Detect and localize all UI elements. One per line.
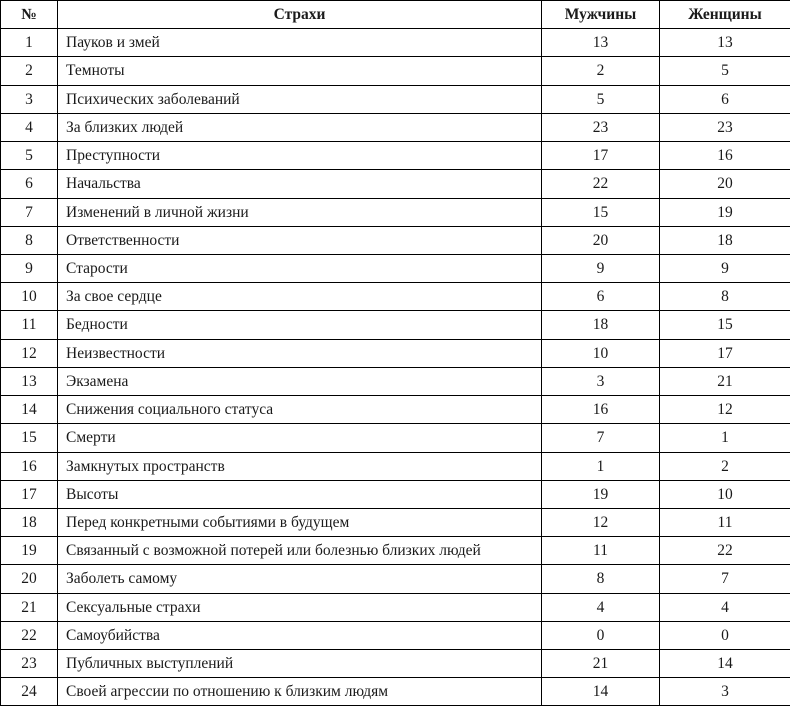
women-rank-cell: 12 [660, 396, 790, 424]
header-women: Женщины [660, 1, 790, 29]
women-rank-cell: 19 [660, 198, 790, 226]
table-row [1, 367, 790, 395]
header-men: Мужчины [542, 1, 660, 29]
women-rank-cell: 0 [660, 621, 790, 649]
table-row [1, 537, 790, 565]
header-fears: Страхи [58, 1, 542, 29]
table-row [1, 283, 790, 311]
table-row [1, 113, 790, 141]
table-row [1, 678, 790, 706]
men-rank-cell: 1 [542, 452, 660, 480]
men-rank-cell: 9 [542, 254, 660, 282]
table-row [1, 565, 790, 593]
men-rank-cell: 21 [542, 650, 660, 678]
men-rank-cell: 0 [542, 621, 660, 649]
fear-name-cell: За свое сердце [58, 283, 542, 311]
men-rank-cell: 13 [542, 29, 660, 57]
row-number-cell: 13 [1, 367, 58, 395]
table-row [1, 311, 790, 339]
women-rank-cell: 18 [660, 226, 790, 254]
row-number-cell: 11 [1, 311, 58, 339]
women-rank-cell: 16 [660, 142, 790, 170]
men-rank-cell: 3 [542, 367, 660, 395]
women-rank-cell: 3 [660, 678, 790, 706]
men-rank-cell: 7 [542, 424, 660, 452]
row-number-cell: 2 [1, 57, 58, 85]
women-rank-cell: 22 [660, 537, 790, 565]
row-number-cell: 19 [1, 537, 58, 565]
fear-name-cell: Бедности [58, 311, 542, 339]
men-rank-cell: 10 [542, 339, 660, 367]
row-number-cell: 7 [1, 198, 58, 226]
table-row [1, 254, 790, 282]
table-row [1, 226, 790, 254]
row-number-cell: 16 [1, 452, 58, 480]
fear-name-cell: Заболеть самому [58, 565, 542, 593]
row-number-cell: 23 [1, 650, 58, 678]
table-row [1, 170, 790, 198]
row-number-cell: 20 [1, 565, 58, 593]
fear-name-cell: Преступности [58, 142, 542, 170]
men-rank-cell: 5 [542, 85, 660, 113]
women-rank-cell: 2 [660, 452, 790, 480]
women-rank-cell: 9 [660, 254, 790, 282]
fear-name-cell: Темноты [58, 57, 542, 85]
women-rank-cell: 5 [660, 57, 790, 85]
row-number-cell: 10 [1, 283, 58, 311]
table-body [1, 29, 790, 706]
men-rank-cell: 6 [542, 283, 660, 311]
women-rank-cell: 1 [660, 424, 790, 452]
fear-name-cell: Смерти [58, 424, 542, 452]
men-rank-cell: 16 [542, 396, 660, 424]
row-number-cell: 6 [1, 170, 58, 198]
fear-name-cell: Неизвестности [58, 339, 542, 367]
women-rank-cell: 17 [660, 339, 790, 367]
women-rank-cell: 4 [660, 593, 790, 621]
row-number-cell: 8 [1, 226, 58, 254]
row-number-cell: 22 [1, 621, 58, 649]
women-rank-cell: 14 [660, 650, 790, 678]
table-row [1, 396, 790, 424]
table-row [1, 650, 790, 678]
row-number-cell: 18 [1, 508, 58, 536]
men-rank-cell: 8 [542, 565, 660, 593]
fear-name-cell: Сексуальные страхи [58, 593, 542, 621]
fear-name-cell: Замкнутых пространств [58, 452, 542, 480]
row-number-cell: 3 [1, 85, 58, 113]
fear-name-cell: Начальства [58, 170, 542, 198]
row-number-cell: 14 [1, 396, 58, 424]
table-row [1, 339, 790, 367]
fear-name-cell: Старости [58, 254, 542, 282]
fear-name-cell: Снижения социального статуса [58, 396, 542, 424]
men-rank-cell: 18 [542, 311, 660, 339]
fear-name-cell: За близких людей [58, 113, 542, 141]
row-number-cell: 12 [1, 339, 58, 367]
table-row [1, 621, 790, 649]
table-header [1, 1, 790, 29]
men-rank-cell: 23 [542, 113, 660, 141]
men-rank-cell: 11 [542, 537, 660, 565]
men-rank-cell: 17 [542, 142, 660, 170]
men-rank-cell: 15 [542, 198, 660, 226]
women-rank-cell: 13 [660, 29, 790, 57]
row-number-cell: 4 [1, 113, 58, 141]
women-rank-cell: 21 [660, 367, 790, 395]
men-rank-cell: 12 [542, 508, 660, 536]
women-rank-cell: 15 [660, 311, 790, 339]
fear-name-cell: Перед конкретными событиями в будущем [58, 508, 542, 536]
table-row [1, 593, 790, 621]
table-row [1, 508, 790, 536]
row-number-cell: 5 [1, 142, 58, 170]
men-rank-cell: 4 [542, 593, 660, 621]
header-number: № [1, 1, 58, 29]
women-rank-cell: 6 [660, 85, 790, 113]
table-row [1, 480, 790, 508]
women-rank-cell: 10 [660, 480, 790, 508]
fear-name-cell: Самоубийства [58, 621, 542, 649]
table-row [1, 198, 790, 226]
row-number-cell: 1 [1, 29, 58, 57]
fear-name-cell: Высоты [58, 480, 542, 508]
row-number-cell: 17 [1, 480, 58, 508]
women-rank-cell: 23 [660, 113, 790, 141]
men-rank-cell: 14 [542, 678, 660, 706]
row-number-cell: 15 [1, 424, 58, 452]
table-row [1, 452, 790, 480]
men-rank-cell: 2 [542, 57, 660, 85]
women-rank-cell: 20 [660, 170, 790, 198]
table-row [1, 57, 790, 85]
fear-name-cell: Ответственности [58, 226, 542, 254]
header-row [1, 1, 790, 29]
fear-name-cell: Связанный с возможной потерей или болезнью близких людей [58, 537, 542, 565]
men-rank-cell: 19 [542, 480, 660, 508]
fear-name-cell: Экзамена [58, 367, 542, 395]
fear-name-cell: Психических заболеваний [58, 85, 542, 113]
women-rank-cell: 7 [660, 565, 790, 593]
fear-name-cell: Изменений в личной жизни [58, 198, 542, 226]
table-row [1, 424, 790, 452]
row-number-cell: 24 [1, 678, 58, 706]
row-number-cell: 9 [1, 254, 58, 282]
women-rank-cell: 8 [660, 283, 790, 311]
fear-name-cell: Публичных выступлений [58, 650, 542, 678]
men-rank-cell: 20 [542, 226, 660, 254]
men-rank-cell: 22 [542, 170, 660, 198]
row-number-cell: 21 [1, 593, 58, 621]
table-row [1, 85, 790, 113]
fear-name-cell: Пауков и змей [58, 29, 542, 57]
table-row [1, 142, 790, 170]
fear-name-cell: Своей агрессии по отношению к близким людям [58, 678, 542, 706]
table-row [1, 29, 790, 57]
women-rank-cell: 11 [660, 508, 790, 536]
